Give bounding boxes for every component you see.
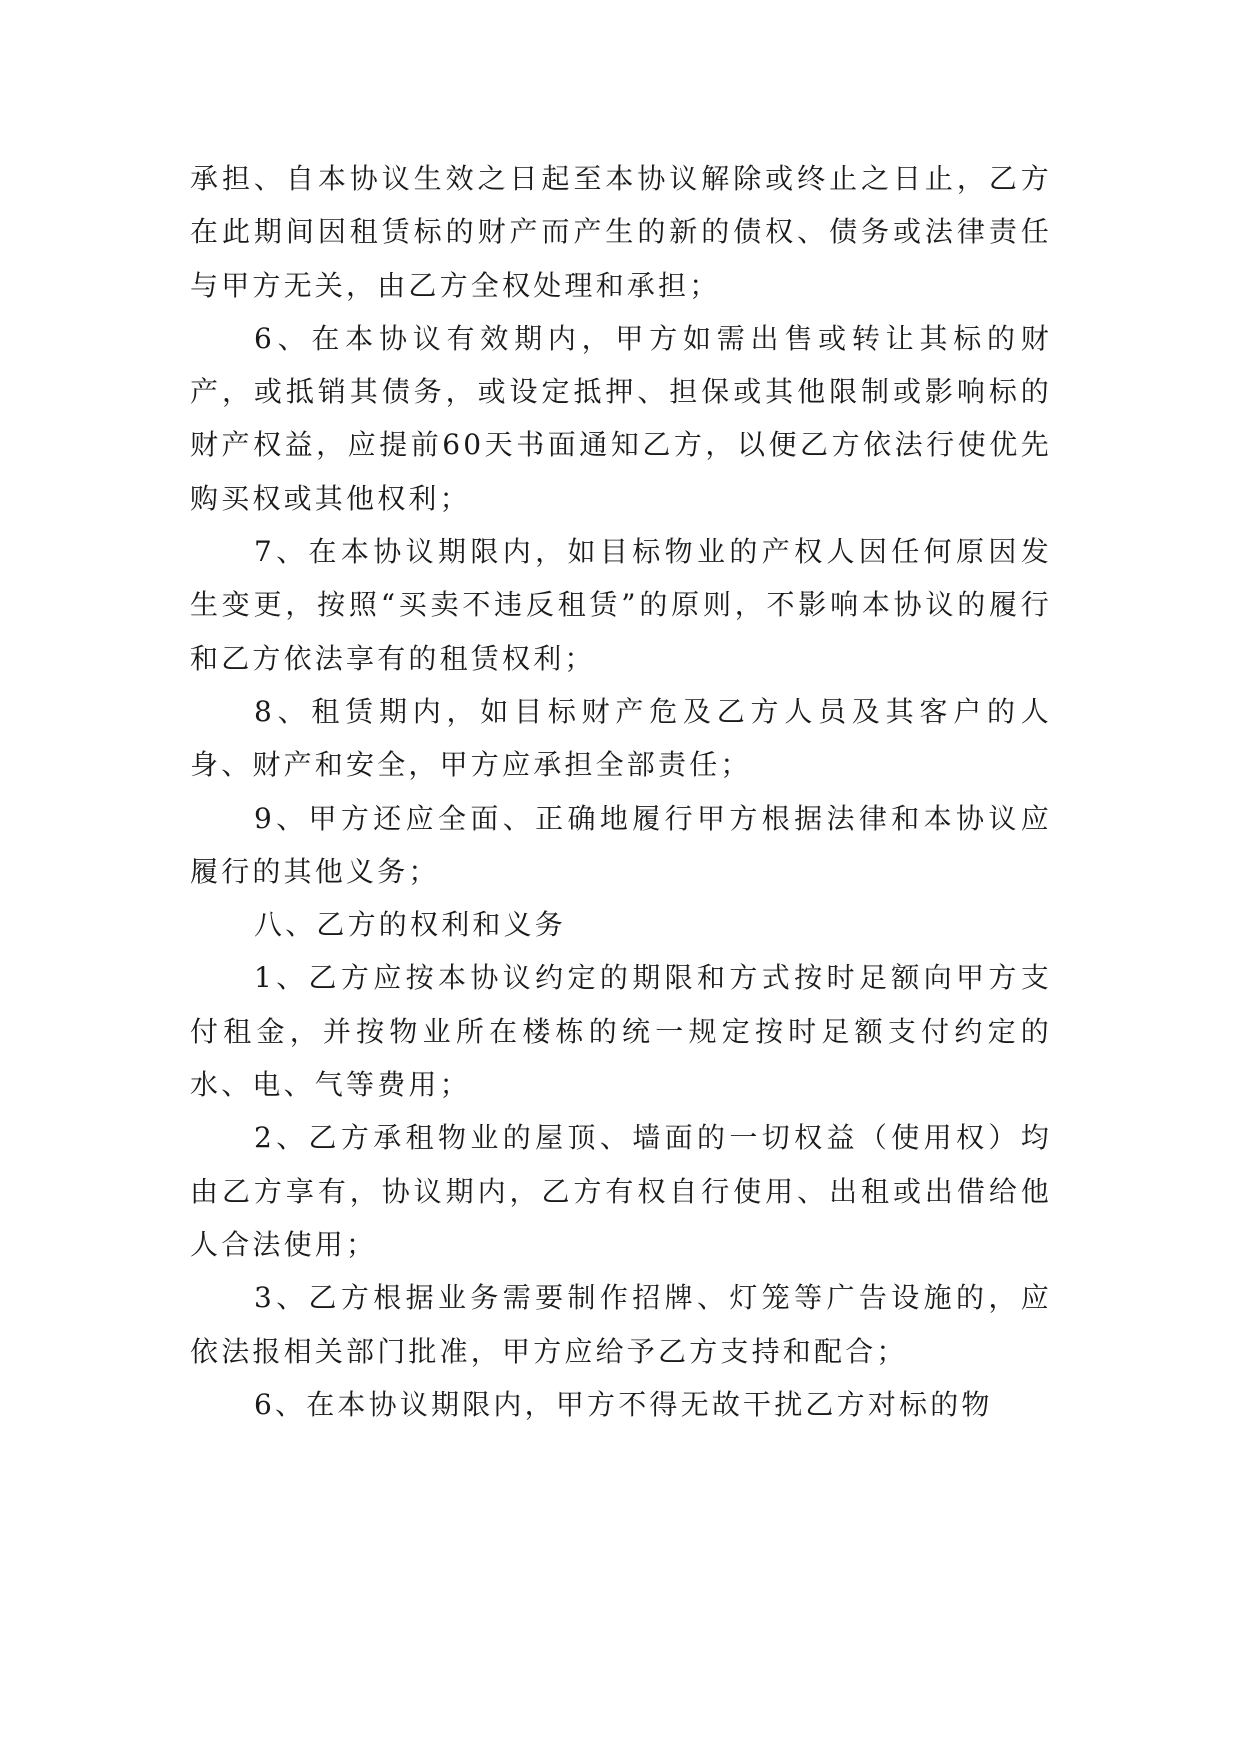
paragraph-b-clause-3: 3、乙方根据业务需要制作招牌、灯笼等广告设施的，应依法报相关部门批准，甲方应给予乙方支持和配合； bbox=[190, 1281, 1052, 1368]
paragraph-clause-7: 7、在本协议期限内，如目标物业的产权人因任何原因发生变更，按照“买卖不违反租赁”的原则，不影响本协议的履行和乙方依法享有的租赁权利； bbox=[190, 535, 1052, 675]
paragraph-continuation: 承担、自本协议生效之日起至本协议解除或终止之日止，乙方在此期间因租赁标的财产而产生的新的债权、债务或法律责任与甲方无关，由乙方全权处理和承担； bbox=[190, 162, 1052, 302]
document-body bbox=[190, 152, 1052, 1431]
paragraph-clause-8: 8、租赁期内，如目标财产危及乙方人员及其客户的人身、财产和安全，甲方应承担全部责任； bbox=[190, 694, 1052, 782]
section-heading-party-b-rights: 八、乙方的权利和义务 bbox=[254, 908, 567, 942]
paragraph-b-clause-2: 2、乙方承租物业的屋顶、墙面的一切权益（使用权）均由乙方享有，协议期内，乙方有权自行使用、出租或出借给他人合法使用； bbox=[190, 1121, 1052, 1261]
paragraph-clause-6: 6、在本协议有效期内，甲方如需出售或转让其标的财产，或抵销其债务，或设定抵押、担保或其他限制或影响标的财产权益，应提前60天书面通知乙方，以便乙方依法行使优先购买权或其他权利； bbox=[190, 321, 1052, 515]
paragraph-clause-9: 9、甲方还应全面、正确地履行甲方根据法律和本协议应履行的其他义务； bbox=[190, 801, 1052, 888]
paragraph-b-clause-1: 1、乙方应按本协议约定的期限和方式按时足额向甲方支付租金，并按物业所在楼栋的统一规定按时足额支付约定的水、电、气等费用； bbox=[190, 961, 1052, 1102]
paragraph-b-clause-6: 6、在本协议期限内，甲方不得无故干扰乙方对标的物 bbox=[254, 1387, 993, 1421]
